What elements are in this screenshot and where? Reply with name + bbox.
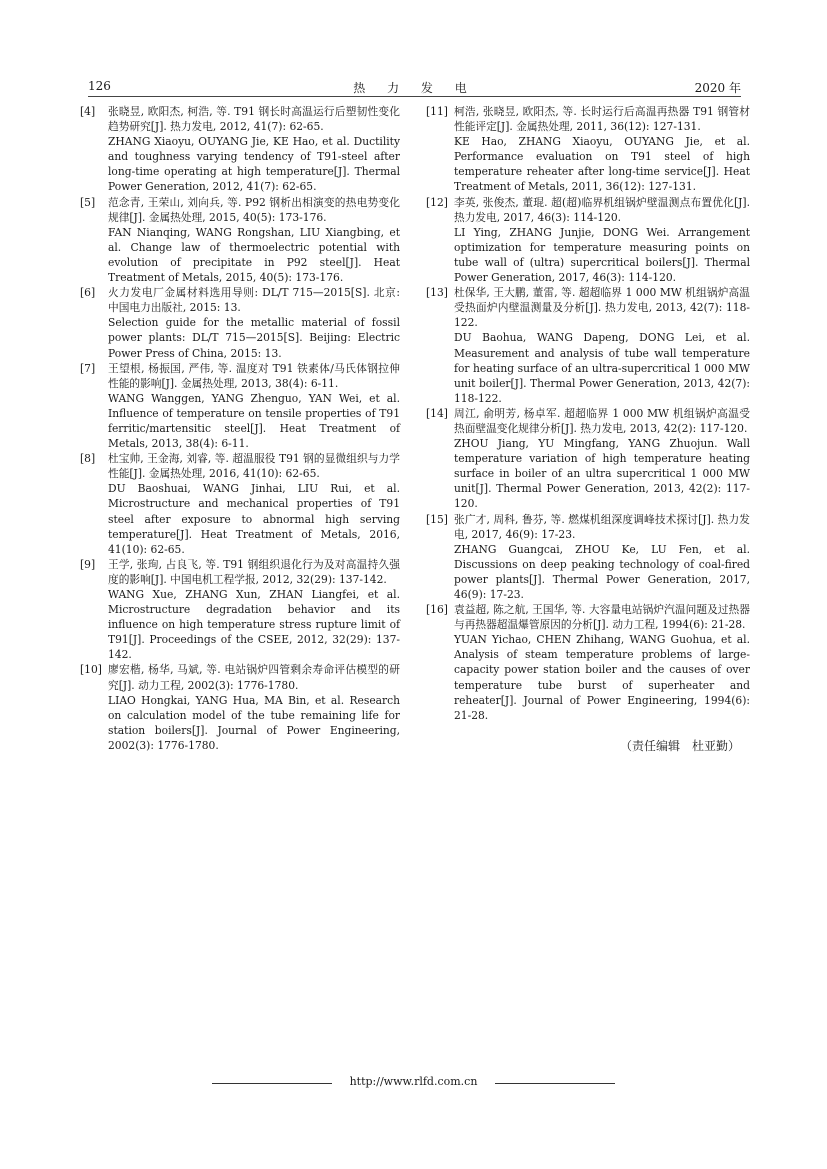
reference-cn: 张晓昱, 欧阳杰, 柯浩, 等. T91 钢长时高温运行后塑韧性变化趋势研究[J]. 热力发电, 2012, 41(7): 62-65. [108, 105, 400, 134]
header-divider [88, 96, 741, 97]
reference-number: [12] [426, 195, 448, 209]
reference-en: YUAN Yichao, CHEN Zhihang, WANG Guohua, et al. Analysis of steam temperature problems of large-capacity power station boiler and the causes of over temperature tube burst of superheater and reheater[J]. Journal of Power Engineering, 1994(6): 21-28. [454, 633, 750, 722]
publication-year: 2020 年 [694, 81, 741, 95]
reference-cn: 杜宝帅, 王金海, 刘睿, 等. 超温服役 T91 钢的显微组织与力学性能[J]. 金属热处理, 2016, 41(10): 62-65. [108, 452, 400, 481]
journal-title: 热 力 发 电 [353, 81, 476, 95]
reference-number: [15] [426, 512, 448, 526]
reference-cn: 周江, 俞明芳, 杨卓军. 超超临界 1 000 MW 机组锅炉高温受热面壁温变化规律分析[J]. 热力发电, 2013, 42(2): 117-120. [454, 406, 750, 435]
reference-item [80, 451, 400, 557]
reference-cn: 廖宏楷, 杨华, 马斌, 等. 电站锅炉四管剩余寿命评估模型的研究[J]. 动力工程, 2002(3): 1776-1780. [108, 663, 400, 692]
reference-en: ZHANG Xiaoyu, OUYANG Jie, KE Hao, et al. Ductility and toughness varying tendency of T91-steel after long-time operating at high temperature[J]. Thermal Power Generation, 2012, 41(7): 62-65. [108, 135, 400, 194]
reference-number: [10] [80, 663, 102, 677]
reference-number: [16] [426, 603, 448, 617]
reference-en: FAN Nianqing, WANG Rongshan, LIU Xiangbing, et al. Change law of thermoelectric potential with evolution of precipitate in P92 steel[J]. Heat Treatment of Metals, 2015, 40(5): 173-176. [108, 225, 400, 285]
reference-en: DU Baoshuai, WANG Jinhai, LIU Rui, et al. Microstructure and mechanical properties of T91 steel after exposure to abnormal high serving temperature[J]. Heat Treatment of Metals, 2016, 41(10): 62-65. [108, 482, 400, 556]
reference-cn: 柯浩, 张晓昱, 欧阳杰, 等. 长时运行后高温再热器 T91 钢管材性能评定[J]. 金属热处理, 2011, 36(12): 127-131. [454, 105, 750, 134]
references-right-column [426, 104, 750, 754]
reference-en: WANG Xue, ZHANG Xun, ZHAN Liangfei, et al. Microstructure degradation behavior and its influence on high temperature stress rupture limit of T91[J]. Proceedings of the CSEE, 2012, 32(29): 137-142. [108, 588, 400, 662]
reference-number: [13] [426, 286, 448, 300]
page-footer [0, 1075, 827, 1095]
reference-item [80, 195, 400, 286]
reference-item [426, 285, 750, 406]
reference-item [80, 285, 400, 360]
reference-cn: 王学, 张珣, 占良飞, 等. T91 钢组织退化行为及对高温持久强度的影响[J]. 中国电机工程学报, 2012, 32(29): 137-142. [108, 557, 400, 586]
reference-cn: 袁益超, 陈之航, 王国华, 等. 大容量电站锅炉汽温问题及过热器与再热器超温爆管原因的分析[J]. 动力工程, 1994(6): 21-28. [454, 603, 750, 632]
reference-cn: 李英, 张俊杰, 董琨. 超(超)临界机组锅炉壁温测点布置优化[J]. 热力发电, 2017, 46(3): 114-120. [454, 195, 750, 224]
reference-item [426, 195, 750, 286]
reference-en: ZHANG Guangcai, ZHOU Ke, LU Fen, et al. Discussions on deep peaking technology of coal-fired power plants[J]. Thermal Power Generation, 2017, 46(9): 17-23. [454, 542, 750, 601]
footer-rule-right [495, 1083, 615, 1084]
reference-number: [4] [80, 105, 96, 118]
reference-item [426, 512, 750, 603]
reference-item [80, 662, 400, 753]
reference-cn: 火力发电厂金属材料选用导则: DL/T 715—2015[S]. 北京: 中国电力出版社, 2015: 13. [108, 286, 400, 315]
references-left-column [80, 104, 400, 753]
reference-en: DU Baohua, WANG Dapeng, DONG Lei, et al. Measurement and analysis of tube wall temperature for heating surface of an ultra-supercritical 1 000 MW unit boiler[J]. Thermal Power Generation, 2013, 42(7): 118-122. [454, 331, 750, 405]
reference-item [426, 104, 750, 195]
reference-en: KE Hao, ZHANG Xiaoyu, OUYANG Jie, et al. Performance evaluation on T91 steel of high temperature reheater after long-time service[J]. Heat Treatment of Metals, 2011, 36(12): 127-131. [454, 135, 750, 194]
reference-en: LI Ying, ZHANG Junjie, DONG Wei. Arrangement optimization for temperature measuring points on tube wall of (ultra) supercritical boilers[J]. Thermal Power Generation, 2017, 46(3): 114-120. [454, 225, 750, 285]
reference-en: LIAO Hongkai, YANG Hua, MA Bin, et al. Research on calculation model of the tube remaining life for station boilers[J]. Journal of Power Engineering, 2002(3): 1776-1780. [108, 693, 400, 752]
page-number: 126 [88, 79, 111, 93]
editor-note: （责任编辑 杜亚勤） [619, 738, 740, 753]
reference-item [80, 104, 400, 195]
reference-item [426, 406, 750, 512]
reference-cn: 杜保华, 王大鹏, 董雷, 等. 超超临界 1 000 MW 机组锅炉高温受热面炉内壁温测量及分析[J]. 热力发电, 2013, 42(7): 118-122. [454, 286, 750, 330]
reference-cn: 张广才, 周科, 鲁芬, 等. 燃煤机组深度调峰技术探讨[J]. 热力发电, 2017, 46(9): 17-23. [454, 512, 750, 541]
reference-number: [9] [80, 557, 96, 571]
reference-number: [6] [80, 286, 96, 300]
reference-cn: 范念青, 王荣山, 刘向兵, 等. P92 钢析出相演变的热电势变化规律[J]. 金属热处理, 2015, 40(5): 173-176. [108, 195, 400, 224]
reference-item [80, 361, 400, 452]
reference-number: [5] [80, 195, 96, 209]
journal-url[interactable]: http://www.rlfd.com.cn [349, 1075, 478, 1088]
reference-number: [7] [80, 361, 96, 375]
reference-number: [14] [426, 406, 448, 420]
reference-number: [11] [426, 105, 448, 118]
reference-number: [8] [80, 452, 96, 466]
reference-item [80, 557, 400, 663]
reference-cn: 王望根, 杨振国, 严伟, 等. 温度对 T91 铁素体/马氏体钢拉伸性能的影响[J]. 金属热处理, 2013, 38(4): 6-11. [108, 361, 400, 390]
reference-item [426, 602, 750, 723]
reference-en: ZHOU Jiang, YU Mingfang, YANG Zhuojun. Wall temperature variation of high temperature heating surface in boiler of an ultra supercritical 1 000 MW unit[J]. Thermal Power Generation, 2013, 42(2): 117-120. [454, 437, 750, 511]
reference-en: Selection guide for the metallic material of fossil power plants: DL/T 715—2015[S]. Beijing: Electric Power Press of China, 2015: 13. [108, 316, 400, 360]
reference-en: WANG Wanggen, YANG Zhenguo, YAN Wei, et al. Influence of temperature on tensile properties of T91 ferritic/martensitic steel[J]. Heat Treatment of Metals, 2013, 38(4): 6-11. [108, 391, 400, 451]
